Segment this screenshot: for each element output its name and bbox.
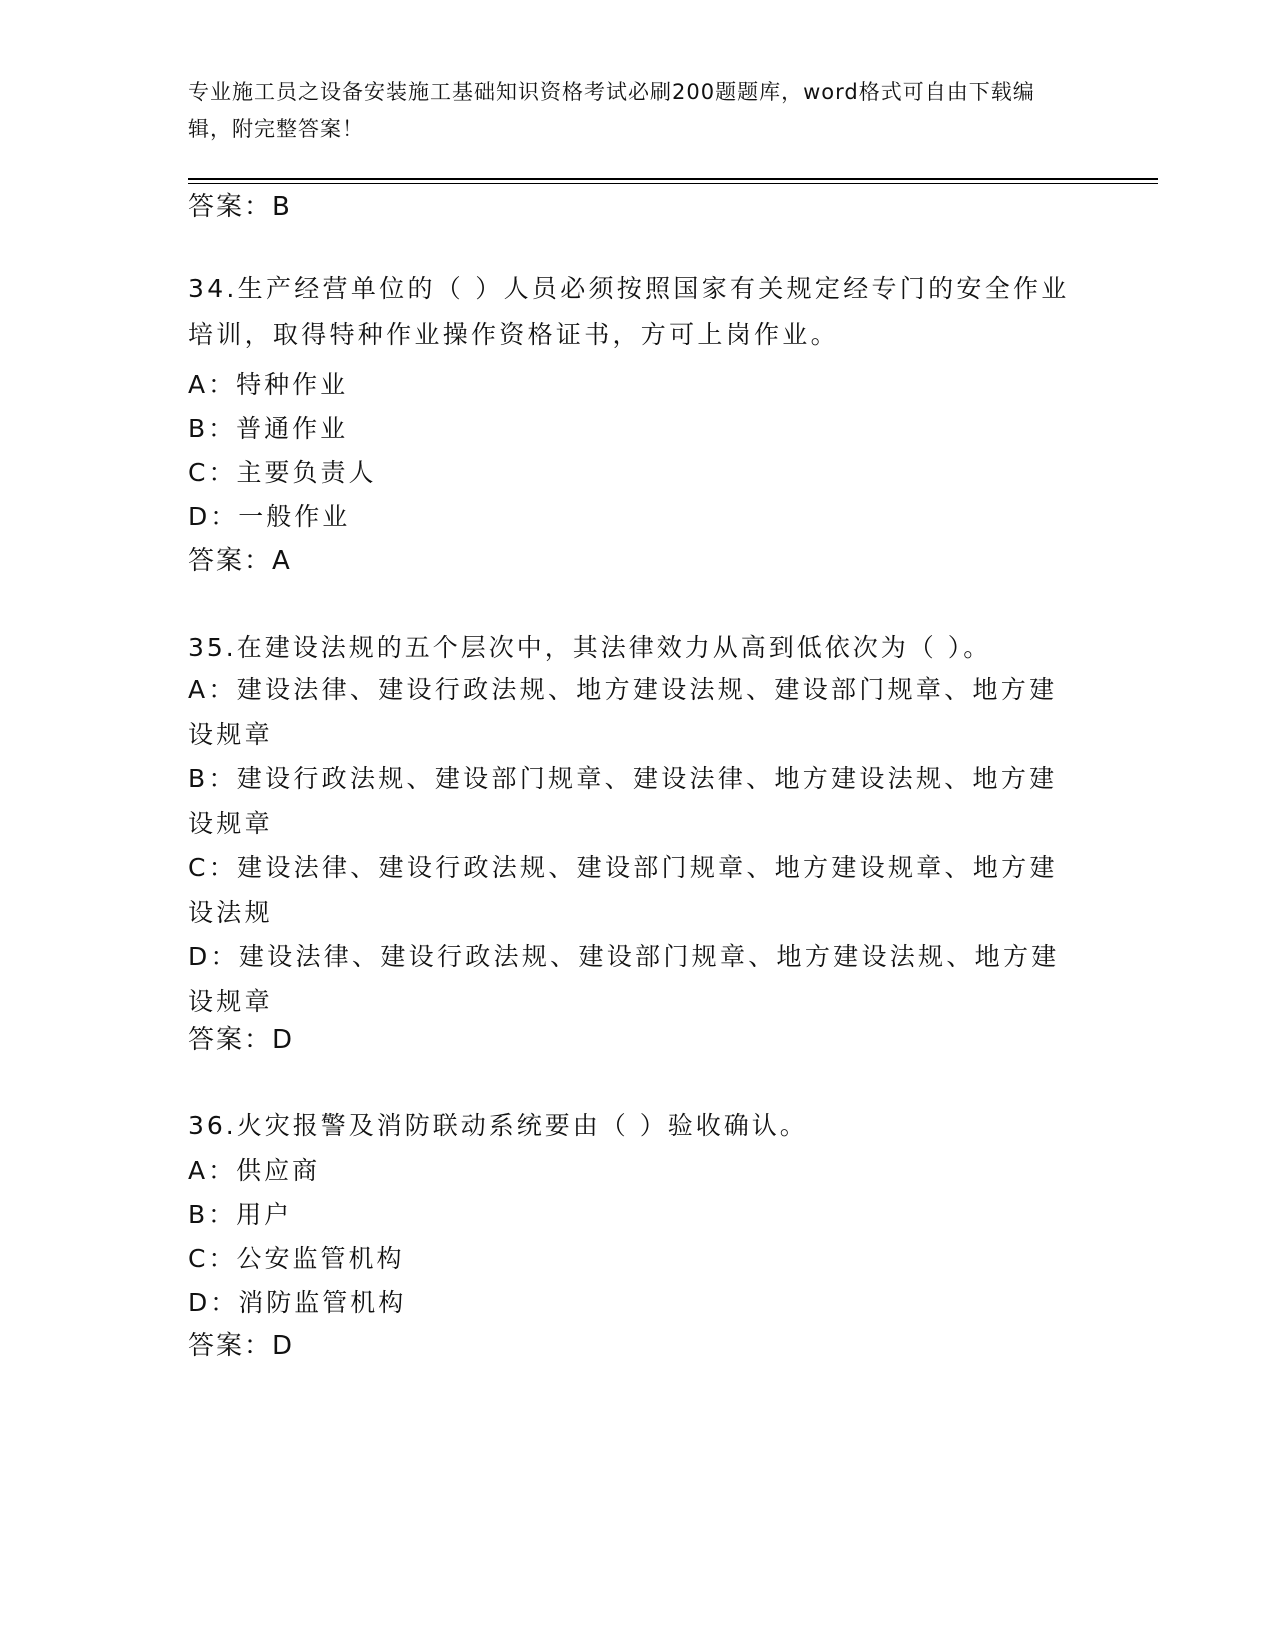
question-36-option-c: C：公安监管机构 xyxy=(188,1244,405,1273)
question-34-option-d: D：一般作业 xyxy=(188,502,351,531)
question-34-stem: 34.生产经营单位的（ ）人员必须按照国家有关规定经专门的安全作业培训，取得特种作业操作资格证书，方可上岗作业。 xyxy=(188,274,1070,349)
question-35-stem: 35.在建设法规的五个层次中，其法律效力从高到低依次为（ ）。 xyxy=(188,633,992,662)
question-35-answer: 答案：D xyxy=(188,1025,295,1055)
page-header: 专业施工员之设备安装施工基础知识资格考试必刷200题题库，word格式可自由下载编辑，附完整答案！ xyxy=(188,80,1035,141)
question-36-option-a: A：供应商 xyxy=(188,1156,321,1185)
previous-answer: 答案：B xyxy=(188,192,292,222)
question-36-stem: 36.火灾报警及消防联动系统要由（ ）验收确认。 xyxy=(188,1111,808,1140)
question-36-option-d: D：消防监管机构 xyxy=(188,1288,407,1317)
header-rule-thick xyxy=(188,178,1158,180)
question-35-option-b: B：建设行政法规、建设部门规章、建设法律、地方建设法规、地方建设规章 xyxy=(188,764,1058,838)
question-34-option-c: C：主要负责人 xyxy=(188,458,377,487)
question-35-option-a: A：建设法律、建设行政法规、地方建设法规、建设部门规章、地方建设规章 xyxy=(188,675,1058,749)
question-35-option-d: D：建设法律、建设行政法规、建设部门规章、地方建设法规、地方建设规章 xyxy=(188,942,1060,1016)
question-35-option-c: C：建设法律、建设行政法规、建设部门规章、地方建设规章、地方建设法规 xyxy=(188,853,1058,927)
question-34-option-a: A：特种作业 xyxy=(188,370,349,399)
header-rule-thin xyxy=(188,183,1158,184)
question-36-option-b: B：用户 xyxy=(188,1200,293,1229)
question-36-answer: 答案：D xyxy=(188,1331,295,1361)
question-34-option-b: B：普通作业 xyxy=(188,414,349,443)
question-34-answer: 答案：A xyxy=(188,546,292,576)
